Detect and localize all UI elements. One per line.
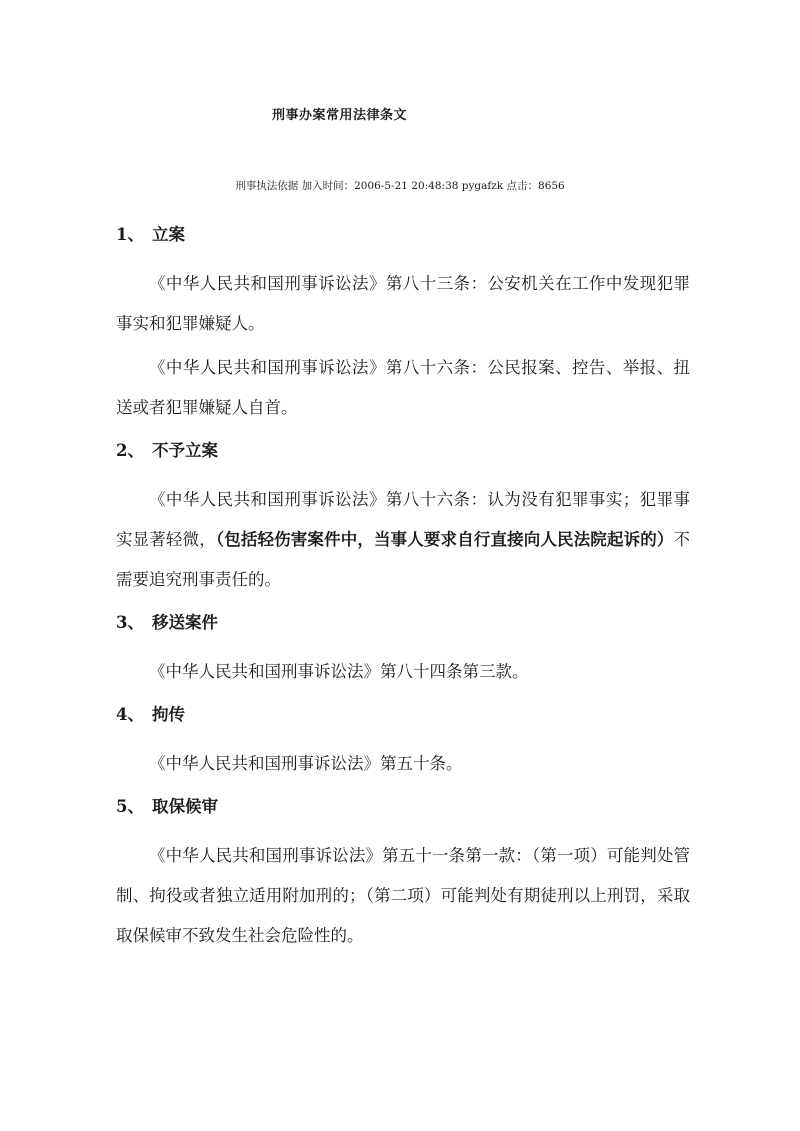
document-meta: 刑事执法依据 加入时间：2006-5-21 20:48:38 pygafzk 点击：8656 xyxy=(235,180,565,192)
section-2 xyxy=(116,440,690,600)
paragraph-text: 《中华人民共和国刑事诉讼法》第八十六条：认为没有犯罪事实；犯罪事实显著轻微， xyxy=(116,490,690,549)
paragraph: 《中华人民共和国刑事诉讼法》第八十三条：公安机关在工作中发现犯罪事实和犯罪嫌疑人。 xyxy=(116,274,690,333)
section-1 xyxy=(116,224,690,428)
section-number: 3、 xyxy=(116,613,144,632)
section-heading xyxy=(116,612,690,634)
section-4 xyxy=(116,704,690,784)
section-title: 不予立案 xyxy=(152,441,218,460)
section-number: 1、 xyxy=(116,225,144,244)
section-title: 取保候审 xyxy=(152,797,218,816)
section-3 xyxy=(116,612,690,692)
document-body xyxy=(116,224,690,960)
paragraph: 《中华人民共和国刑事诉讼法》第八十四条第三款。 xyxy=(149,662,529,681)
paragraph: 《中华人民共和国刑事诉讼法》第五十条。 xyxy=(149,754,463,773)
section-title: 移送案件 xyxy=(152,613,218,632)
paragraph xyxy=(116,480,690,600)
section-number: 4、 xyxy=(116,705,144,724)
paragraph-bold-text: （包括轻伤害案件中，当事人要求自行直接向人民法院起诉的） xyxy=(215,530,674,549)
paragraph: 《中华人民共和国刑事诉讼法》第五十一条第一款：（第一项）可能判处管制、拘役或者独立适用附加刑的；（第二项）可能判处有期徒刑以上刑罚，采取取保候审不致发生社会危险性的。 xyxy=(116,846,690,945)
section-number: 2、 xyxy=(116,441,144,460)
paragraph-text: 不需要追究刑事责任的。 xyxy=(116,530,691,589)
section-heading xyxy=(116,440,690,462)
section-5 xyxy=(116,796,690,956)
section-heading xyxy=(116,796,690,818)
section-title: 拘传 xyxy=(152,705,185,724)
section-title: 立案 xyxy=(152,225,185,244)
section-heading xyxy=(116,224,690,246)
section-number: 5、 xyxy=(116,797,144,816)
section-heading xyxy=(116,704,690,726)
document-title: 刑事办案常用法律条文 xyxy=(272,108,408,123)
paragraph: 《中华人民共和国刑事诉讼法》第八十六条：公民报案、控告、举报、扭送或者犯罪嫌疑人自首。 xyxy=(116,358,690,417)
